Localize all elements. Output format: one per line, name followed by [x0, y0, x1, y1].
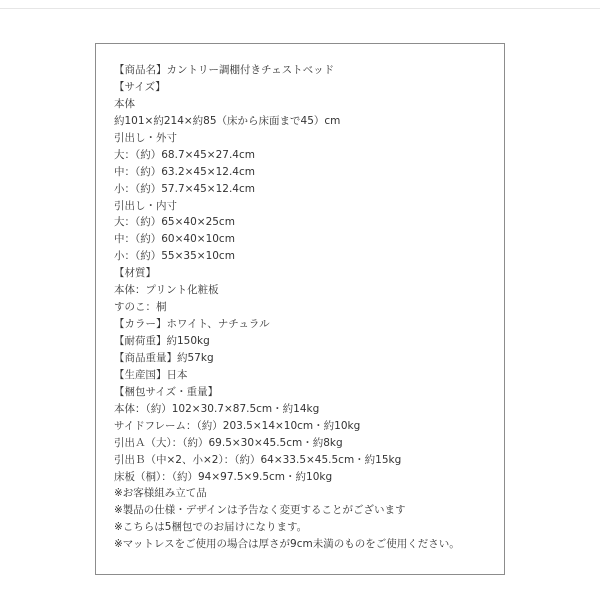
top-divider	[0, 8, 600, 9]
spec-note-packages: ※こちらは5梱包でのお届けになります。	[114, 521, 308, 534]
spec-list	[114, 62, 460, 553]
spec-material-body: 本体：プリント化粧板	[114, 284, 219, 297]
spec-material-slats: すのこ：桐	[114, 301, 167, 314]
spec-package-side-frame: サイドフレーム：（約）203.5×14×10cm・約10kg	[114, 419, 361, 432]
product-spec-box	[95, 43, 505, 575]
spec-package-floorboard: 床板（桐）：（約）94×97.5×9.5cm・約10kg	[114, 470, 333, 483]
spec-drawer-outer-medium: 中：（約）63.2×45×12.4cm	[114, 165, 255, 178]
spec-note-design-change: ※製品の仕様・デザインは予告なく変更することがございます	[114, 504, 406, 517]
spec-product-weight: 【商品重量】約57kg	[114, 351, 214, 364]
spec-color: 【カラー】ホワイト、ナチュラル	[114, 318, 270, 331]
spec-country: 【生産国】日本	[114, 368, 188, 381]
spec-drawer-inner-large: 大：（約）65×40×25cm	[114, 216, 235, 229]
spec-drawer-outer-label: 引出し・外寸	[114, 131, 177, 144]
spec-drawer-inner-label: 引出し・内寸	[114, 199, 177, 212]
spec-material-heading: 【材質】	[114, 267, 156, 280]
spec-package-body: 本体：（約）102×30.7×87.5cm・約14kg	[114, 402, 320, 415]
spec-note-mattress: ※マットレスをご使用の場合は厚さが9cm未満のものをご使用ください。	[114, 538, 460, 551]
spec-note-assembly: ※お客様組み立て品	[114, 487, 207, 500]
spec-product-name: 【商品名】カントリー調棚付きチェストベッド	[114, 64, 335, 76]
spec-package-drawer-b: 引出Ｂ（中×2、小×2）：（約）64×33.5×45.5cm・約15kg	[114, 453, 402, 466]
spec-body-size: 約101×約214×約85（床から床面まで45）cm	[114, 114, 341, 127]
spec-drawer-inner-small: 小：（約）55×35×10cm	[114, 250, 235, 263]
spec-drawer-inner-medium: 中：（約）60×40×10cm	[114, 233, 235, 246]
spec-drawer-outer-large: 大：（約）68.7×45×27.4cm	[114, 148, 255, 161]
spec-package-drawer-a: 引出Ａ（大）：（約）69.5×30×45.5cm・約8kg	[114, 436, 343, 449]
spec-body-label: 本体	[114, 97, 135, 110]
spec-size-heading: 【サイズ】	[114, 80, 166, 93]
spec-drawer-outer-small: 小：（約）57.7×45×12.4cm	[114, 182, 255, 195]
spec-load-capacity: 【耐荷重】約150kg	[114, 335, 210, 347]
spec-package-heading: 【梱包サイズ・重量】	[114, 385, 219, 398]
